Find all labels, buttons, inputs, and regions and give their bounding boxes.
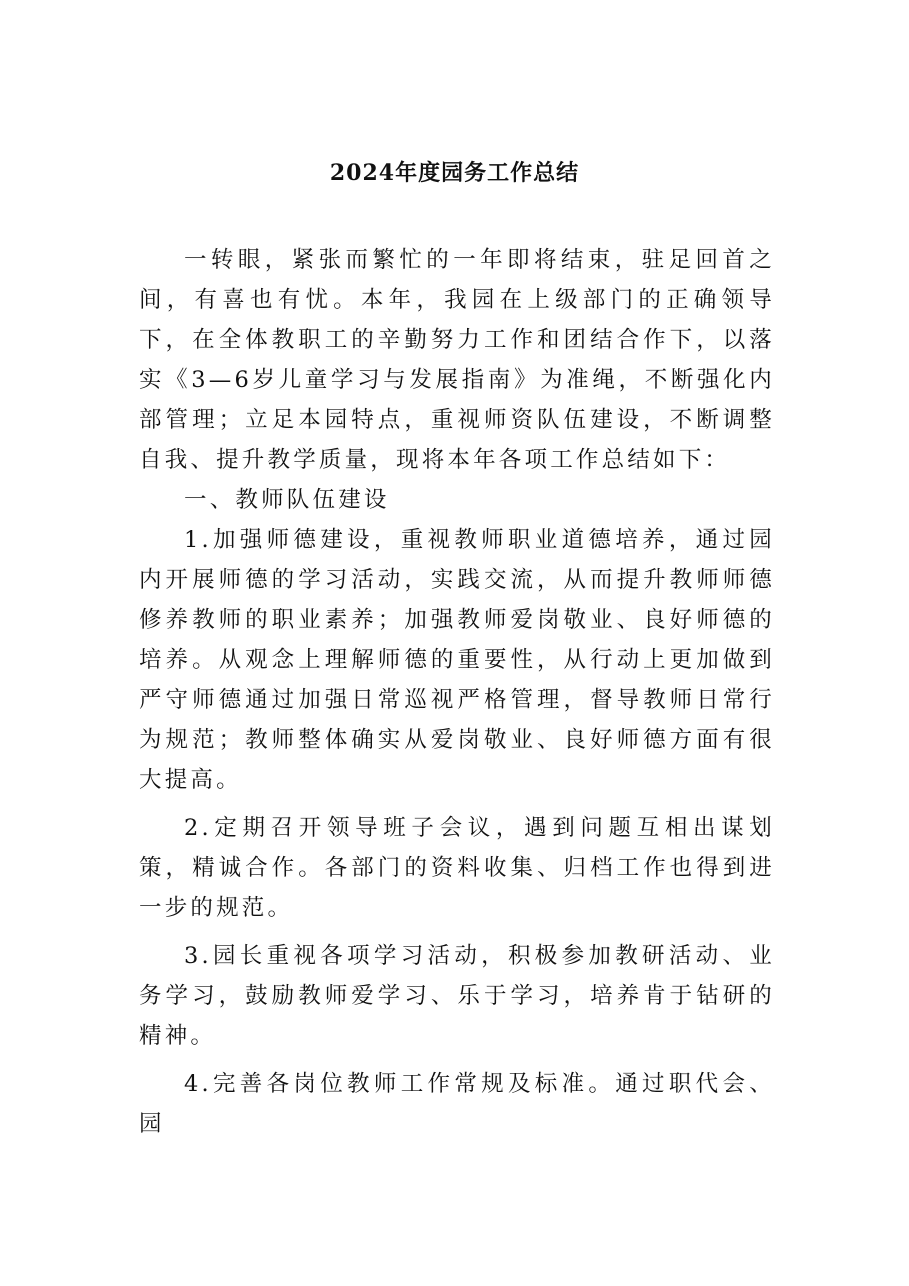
paragraph-item-2: 2.定期召开领导班子会议，遇到问题互相出谋划策，精诚合作。各部门的资料收集、归档工作也得到进一步的规范。 — [139, 815, 775, 921]
paragraph-item-4: 4.完善各岗位教师工作常规及标准。通过职代会、园 — [139, 1071, 775, 1137]
document-body — [139, 240, 775, 1144]
section-heading-teacher-team: 一、教师队伍建设 — [184, 487, 390, 513]
paragraph-item-1: 1.加强师德建设，重视教师职业道德培养，通过园内开展师德的学习活动，实践交流，从而提升教师师德修养教师的职业素养；加强教师爱岗敬业、良好师德的培养。从观念上理解师德的重要性，从行动上更加做到严守师德通过加强日常巡视严格管理，督导教师日常行为规范；教师整体确实从爱岗敬业、良好师德方面有很大提高。 — [139, 527, 775, 793]
document-title: 2024年度园务工作总结 — [329, 160, 580, 186]
intro-paragraph: 一转眼，紧张而繁忙的一年即将结束，驻足回首之间，有喜也有忧。本年，我园在上级部门的正确领导下，在全体教职工的辛勤努力工作和团结合作下，以落实《3—6岁儿童学习与发展指南》为准绳，不断强化内部管理；立足本园特点，重视师资队伍建设，不断调整自我、提升教学质量，现将本年各项工作总结如下： — [139, 247, 775, 473]
paragraph-item-3: 3.园长重视各项学习活动，积极参加教研活动、业务学习，鼓励教师爱学习、乐于学习，培养肯于钻研的精神。 — [139, 943, 775, 1049]
